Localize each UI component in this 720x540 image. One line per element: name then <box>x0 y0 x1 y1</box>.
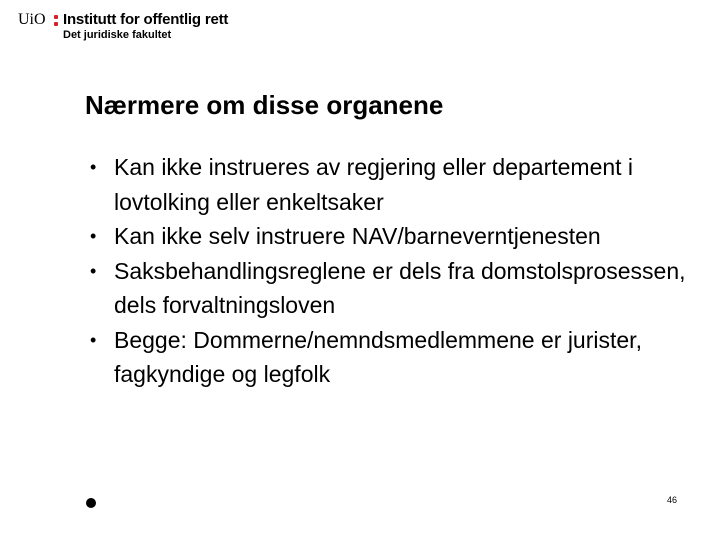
logo-colon-icon <box>54 13 58 27</box>
faculty-name: Det juridiske fakultet <box>63 29 172 41</box>
bullet-text: Kan ikke selv instruere NAV/barneverntjenesten <box>114 223 601 249</box>
footer-bullet-icon <box>86 498 96 508</box>
bullet-text: Kan ikke instrueres av regjering eller departement i lovtolking eller enkeltsaker <box>114 154 634 215</box>
bullet-dot-icon: • <box>90 226 97 246</box>
bullet-text: Saksbehandlingsreglene er dels fra domstolsprosessen, dels forvaltningsloven <box>114 257 686 318</box>
bullet-item <box>82 150 692 219</box>
bullet-item <box>82 323 692 392</box>
page-number: 46 <box>666 495 677 505</box>
bullet-text: Begge: Dommerne/nemndsmedlemmene er jurister, fagkyndige og legfolk <box>114 326 642 387</box>
bullet-item <box>82 219 692 254</box>
bullet-dot-icon: • <box>90 157 97 177</box>
slide-title: Nærmere om disse organene <box>85 90 444 120</box>
uio-logo: UiO <box>18 11 46 28</box>
bullet-list <box>82 150 692 392</box>
bullet-dot-icon: • <box>90 329 97 350</box>
bullet-item <box>82 254 692 323</box>
institute-name: Institutt for offentlig rett <box>63 11 229 28</box>
bullet-dot-icon: • <box>90 260 97 281</box>
